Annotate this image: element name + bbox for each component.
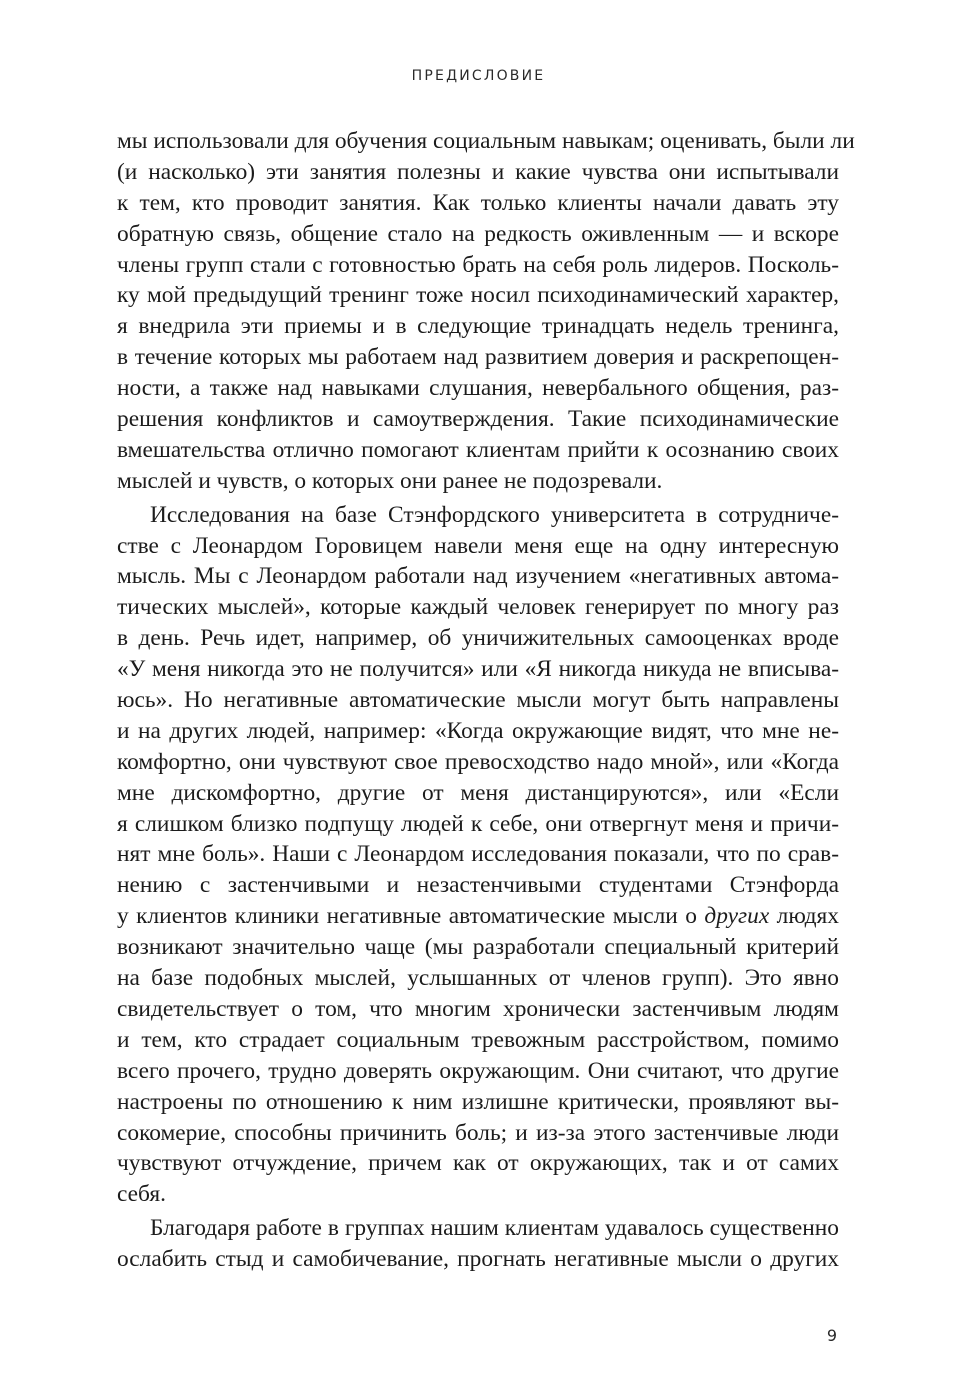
text-line: стве с Леонардом Горовицем навели меня еще на одну интересную xyxy=(117,532,839,559)
text-line: мне дискомфортно, другие от меня дистанцируются», или «Если xyxy=(117,779,839,806)
text-line: мыслей и чувств, о которых они ранее не подозревали. xyxy=(117,467,663,494)
text-line: комфортно, они чувствуют свое превосходство надо мной», или «Когда xyxy=(117,748,839,775)
text-line: всего прочего, трудно доверять окружающим. Они считают, что другие xyxy=(117,1057,839,1084)
text-line: решения конфликтов и самоутверждения. Такие психодинамические xyxy=(117,406,839,433)
text-line: и на других людей, например: «Когда окружающие видят, что мне не- xyxy=(117,717,839,744)
text-line: вмешательства отлично помогают клиентам прийти к осознанию своих xyxy=(117,436,839,463)
body-text xyxy=(117,126,855,1275)
text-line: свидетельствует о том, что многим хронически застенчивым людям xyxy=(117,995,839,1022)
text-line: ности, а также над навыками слушания, невербального общения, раз- xyxy=(117,375,839,402)
paragraph-first-line: Исследования на базе Стэнфордского университета в сотрудниче- xyxy=(150,501,839,528)
text-line: я слишком близко подпущу людей к себе, они отвергнут меня и причи- xyxy=(117,810,839,837)
line-segment: у клиентов клиники негативные автоматические мысли о xyxy=(117,903,705,930)
text-line: «У меня никогда это не получится» или «Я никогда никуда не вписыва- xyxy=(117,656,839,683)
text-line: нят мне боль». Наши с Леонардом исследования показали, что по срав- xyxy=(117,841,839,868)
text-line: обратную связь, общение стало на редкость оживленным — и вскоре xyxy=(117,220,839,247)
text-line-with-italic xyxy=(117,901,839,932)
text-line: к тем, кто проводит занятия. Как только клиенты начали давать эту xyxy=(117,189,839,216)
running-header: ПРЕДИСЛОВИЕ xyxy=(411,68,546,84)
text-line: ку мой предыдущий тренинг тоже носил психодинамический характер, xyxy=(117,282,839,309)
text-line: тических мыслей», которые каждый человек генерирует по многу раз xyxy=(117,594,839,621)
italic-word: других xyxy=(704,903,770,930)
text-line: мы использовали для обучения социальным навыкам; оценивать, были ли xyxy=(117,128,855,154)
text-line: в день. Речь идет, например, об уничижительных самооценках вроде xyxy=(117,625,839,652)
text-line: (и насколько) эти занятия полезны и какие чувства они испытывали xyxy=(117,158,839,185)
text-line: себя. xyxy=(117,1181,166,1208)
text-line: настроены по отношению к ним излишне критически, проявляют вы- xyxy=(117,1088,839,1115)
page-number: 9 xyxy=(826,1326,837,1345)
text-line: в течение которых мы работаем над развитием доверия и раскрепощен- xyxy=(117,344,839,371)
text-line: мысль. Мы с Леонардом работали над изучением «негативных автома- xyxy=(117,563,839,590)
text-line: нению с застенчивыми и незастенчивыми студентами Стэнфорда xyxy=(117,872,839,899)
line-segment: людях xyxy=(769,903,839,930)
text-line: чувствуют отчуждение, причем как от окружающих, так и от самих xyxy=(117,1150,839,1177)
text-line: сокомерие, способны причинить боль; и из-за этого застенчивые люди xyxy=(117,1119,839,1146)
paragraph-first-line: Благодаря работе в группах нашим клиентам удавалось существенно xyxy=(150,1215,839,1242)
text-line: члены групп стали с готовностью брать на себя роль лидеров. Посколь- xyxy=(117,251,839,278)
text-line: я внедрила эти приемы и в следующие тринадцать недель тренинга, xyxy=(117,313,839,340)
text-line: возникают значительно чаще (мы разработали специальный критерий xyxy=(117,934,839,961)
text-line: и тем, кто страдает социальным тревожным расстройством, помимо xyxy=(117,1026,839,1053)
text-line: юсь». Но негативные автоматические мысли могут быть направлены xyxy=(117,687,839,714)
text-line: ослабить стыд и самобичевание, прогнать негативные мысли о других xyxy=(117,1246,839,1273)
text-line: на базе подобных мыслей, услышанных от членов групп). Это явно xyxy=(117,965,839,992)
